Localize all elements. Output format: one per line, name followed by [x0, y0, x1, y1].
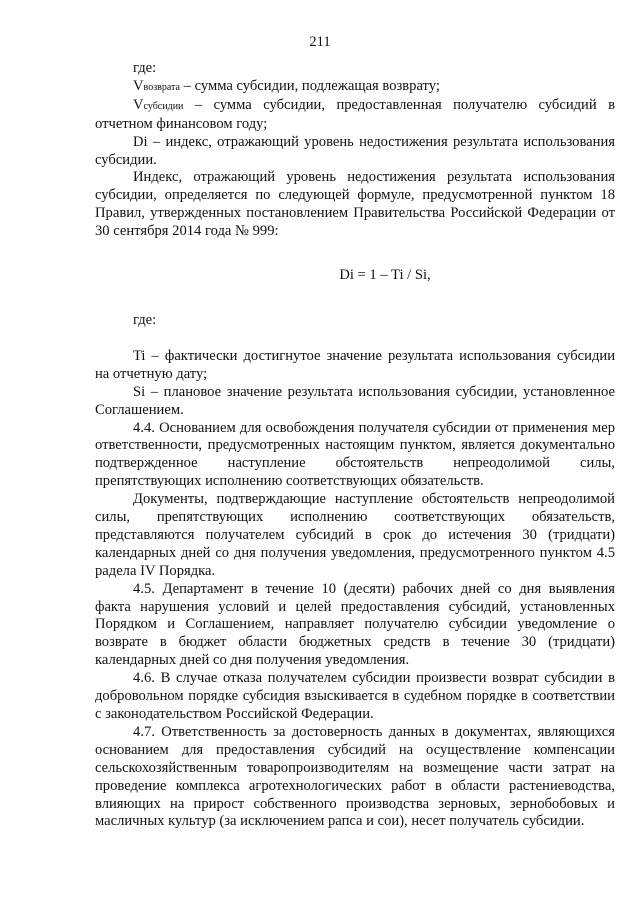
- v-subsidy-symbol: V: [133, 96, 144, 113]
- definition-v-subsidy: [95, 97, 615, 134]
- v-return-text: – сумма субсидии, подлежащая возврату;: [179, 77, 440, 94]
- v-subsidy-subscript: субсидии: [143, 100, 184, 112]
- paragraph-4-4: 4.4. Основанием для освобождения получателя субсидии от применения мер ответственности, предусмотренных настоящим пунктом, является документально подтвержденное наступление обстоятельств непреодолимой силы, препятствующих исполнению соответствующих обязательств.: [95, 419, 615, 490]
- formula: Di = 1 – Ti / Si,: [339, 267, 431, 284]
- paragraph-4-6: 4.6. В случае отказа получателем субсидии произвести возврат субсидии в добровольном порядке субсидия взыскивается в судебном порядке в соответствии с законодательством Российской Федерации.: [95, 670, 615, 722]
- definition-v-return: [95, 78, 615, 97]
- document-body: [95, 60, 615, 831]
- where-label-1: где:: [133, 60, 157, 76]
- index-paragraph: Индекс, отражающий уровень недостижения результата использования субсидии, определяется по следующей формуле, предусмотренной пунктом 18 Правил, утвержденных постановлением Правительства Российской Федерации от 30 сентября 2014 года № 999:: [95, 169, 615, 240]
- page-number: 211: [309, 34, 331, 50]
- paragraph-documents: Документы, подтверждающие наступление обстоятельств непреодолимой силы, препятствующих исполнению соответствующих обязательств, представляются получателем субсидий в срок до истечения 30 (тридцати) календарных дней со дня получения уведомления, предусмотренного пунктом 4.5 радела IV Порядка.: [95, 491, 615, 579]
- v-return-subscript: возврата: [143, 81, 180, 93]
- v-subsidy-text: – сумма субсидии, предоставленная получателю субсидий в отчетном финансовом году;: [95, 96, 615, 132]
- definition-ti: Ti – фактически достигнутое значение результата использования субсидии на отчетную дату;: [95, 347, 615, 382]
- v-return-symbol: V: [133, 77, 144, 94]
- paragraph-4-5: 4.5. Департамент в течение 10 (десяти) рабочих дней со дня выявления факта нарушения условий и целей предоставления субсидий, установленных Порядком и Соглашением, направляет получателю субсидии уведомление о возврате в бюджет области бюджетных средств в течение 30 (тридцати) календарных дней со дня получения уведомления.: [95, 580, 615, 669]
- paragraph-4-7: 4.7. Ответственность за достоверность данных в документах, являющихся основанием для предоставления субсидий на осуществление компенсации сельскохозяйственным товаропроизводителям на возмещение части затрат на проведение комплекса агротехнологических работ в области растениеводства, влияющих на прирост собственного производства зерновых, зернобобовых и масличных культур (за исключением рапса и сои), несет получатель субсидии.: [95, 723, 615, 830]
- definition-si: Si – плановое значение результата использования субсидии, установленное Соглашением.: [95, 383, 615, 418]
- where-label-2: где:: [133, 311, 157, 328]
- definition-di: Di – индекс, отражающий уровень недостижения результата использования субсидии.: [95, 133, 615, 168]
